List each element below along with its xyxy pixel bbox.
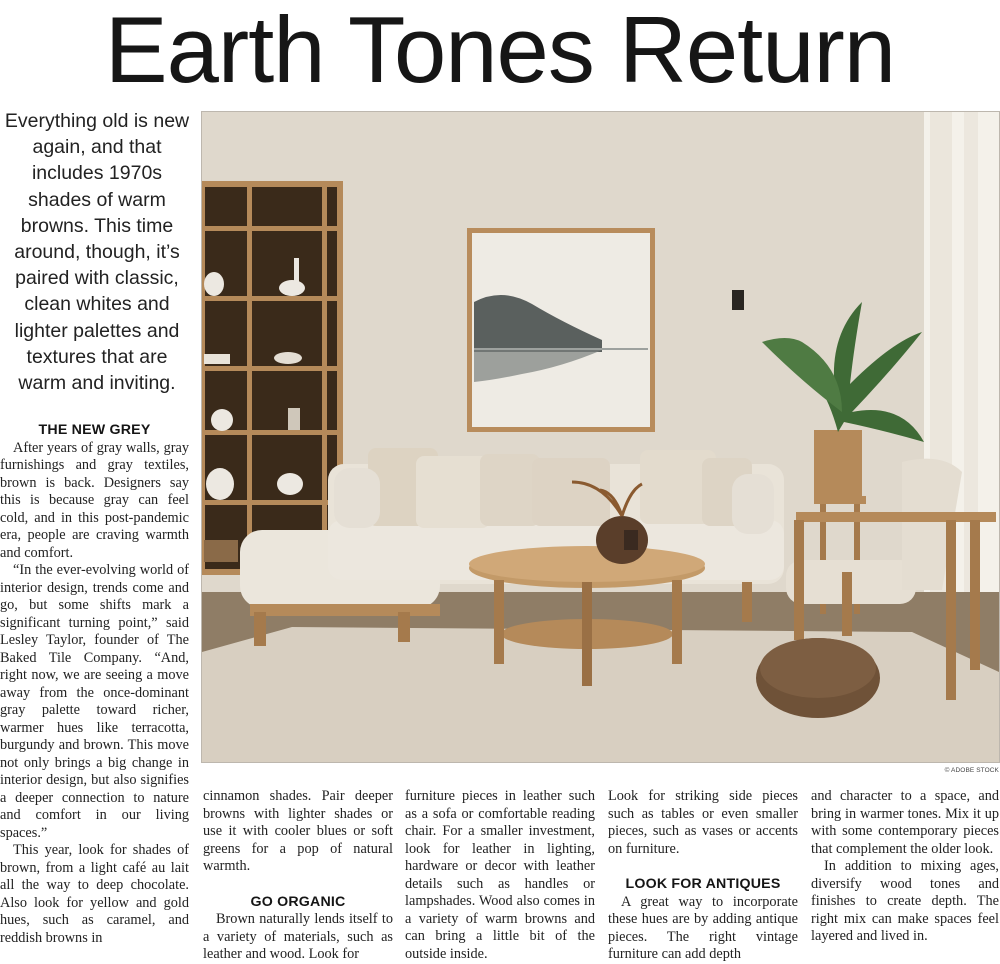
paragraph: Brown naturally lends itself to a variety of materials, such as leather and wood. Look for — [203, 911, 393, 962]
article-column-1 — [0, 422, 189, 947]
paragraph: furniture pieces in leather such as a sofa or comfortable reading chair. For a smaller investment, look for leather in lighting, hardware or decor with leather details such as handles or lampshades. Wood also comes in a variety of warm browns and can bring a little bit of the outside inside. — [405, 788, 595, 962]
article-column-5 — [811, 788, 999, 946]
paragraph: After years of gray walls, gray furnishings and gray textiles, brown is back. Designers say this is because gray can feel cold, and in this post-pandemic era, people are craving warmth and comfort. — [0, 439, 189, 561]
subhead-the-new-grey: THE NEW GREY — [38, 422, 151, 438]
paragraph: Look for striking side pieces such as tables or even smaller pieces, such as vases or accents on furniture. — [608, 788, 798, 857]
paragraph: “In the ever-evolving world of interior design, trends come and go, but some shifts mark a significant turning point,” said Lesley Taylor, founder of The Baked Tile Company. “And, right now, we are seeing a move away from the once-dominant gray palette toward richer, warmer hues like terracotta, burgundy and brown. This move not only brings a big change in interior design, but also signifies a deeper connection to nature and comfort in our living spaces.” — [0, 562, 189, 841]
subhead-look-for-antiques: LOOK FOR ANTIQUES — [625, 876, 781, 892]
living-room-photo — [201, 111, 1000, 763]
article-column-2 — [203, 788, 393, 964]
paragraph: A great way to incorporate these hues are by adding antique pieces. The right vintage furniture can add depth — [608, 893, 798, 962]
photo-credit: © ADOBE STOCK — [944, 767, 999, 774]
paragraph: cinnamon shades. Pair deeper browns with lighter shades or use it with cooler blues or soft greens for a pop of natural warmth. — [203, 788, 393, 874]
paragraph: and character to a space, and bring in warmer tones. Mix it up with some contemporary pieces that complement the older look. — [811, 788, 999, 857]
deck: Everything old is new again, and that includes 1970s shades of warm browns. This time around, though, it’s paired with classic, clean whites and lighter palettes and textures that are warm and inviting. — [4, 110, 190, 395]
paragraph: This year, look for shades of brown, from a light café au lait all the way to deep chocolate. Also look for yellow and gold hues, such as caramel, and reddish browns in — [0, 842, 189, 946]
paragraph: In addition to mixing ages, diversify wood tones and finishes to create depth. The right mix can make spaces feel layered and lived in. — [811, 858, 999, 944]
headline: Earth Tones Return — [104, 0, 896, 102]
wall-art — [467, 228, 655, 432]
bookshelf — [202, 184, 340, 572]
subhead-go-organic: GO ORGANIC — [250, 893, 346, 910]
article-column-3 — [405, 788, 595, 963]
article-column-4 — [608, 788, 798, 964]
